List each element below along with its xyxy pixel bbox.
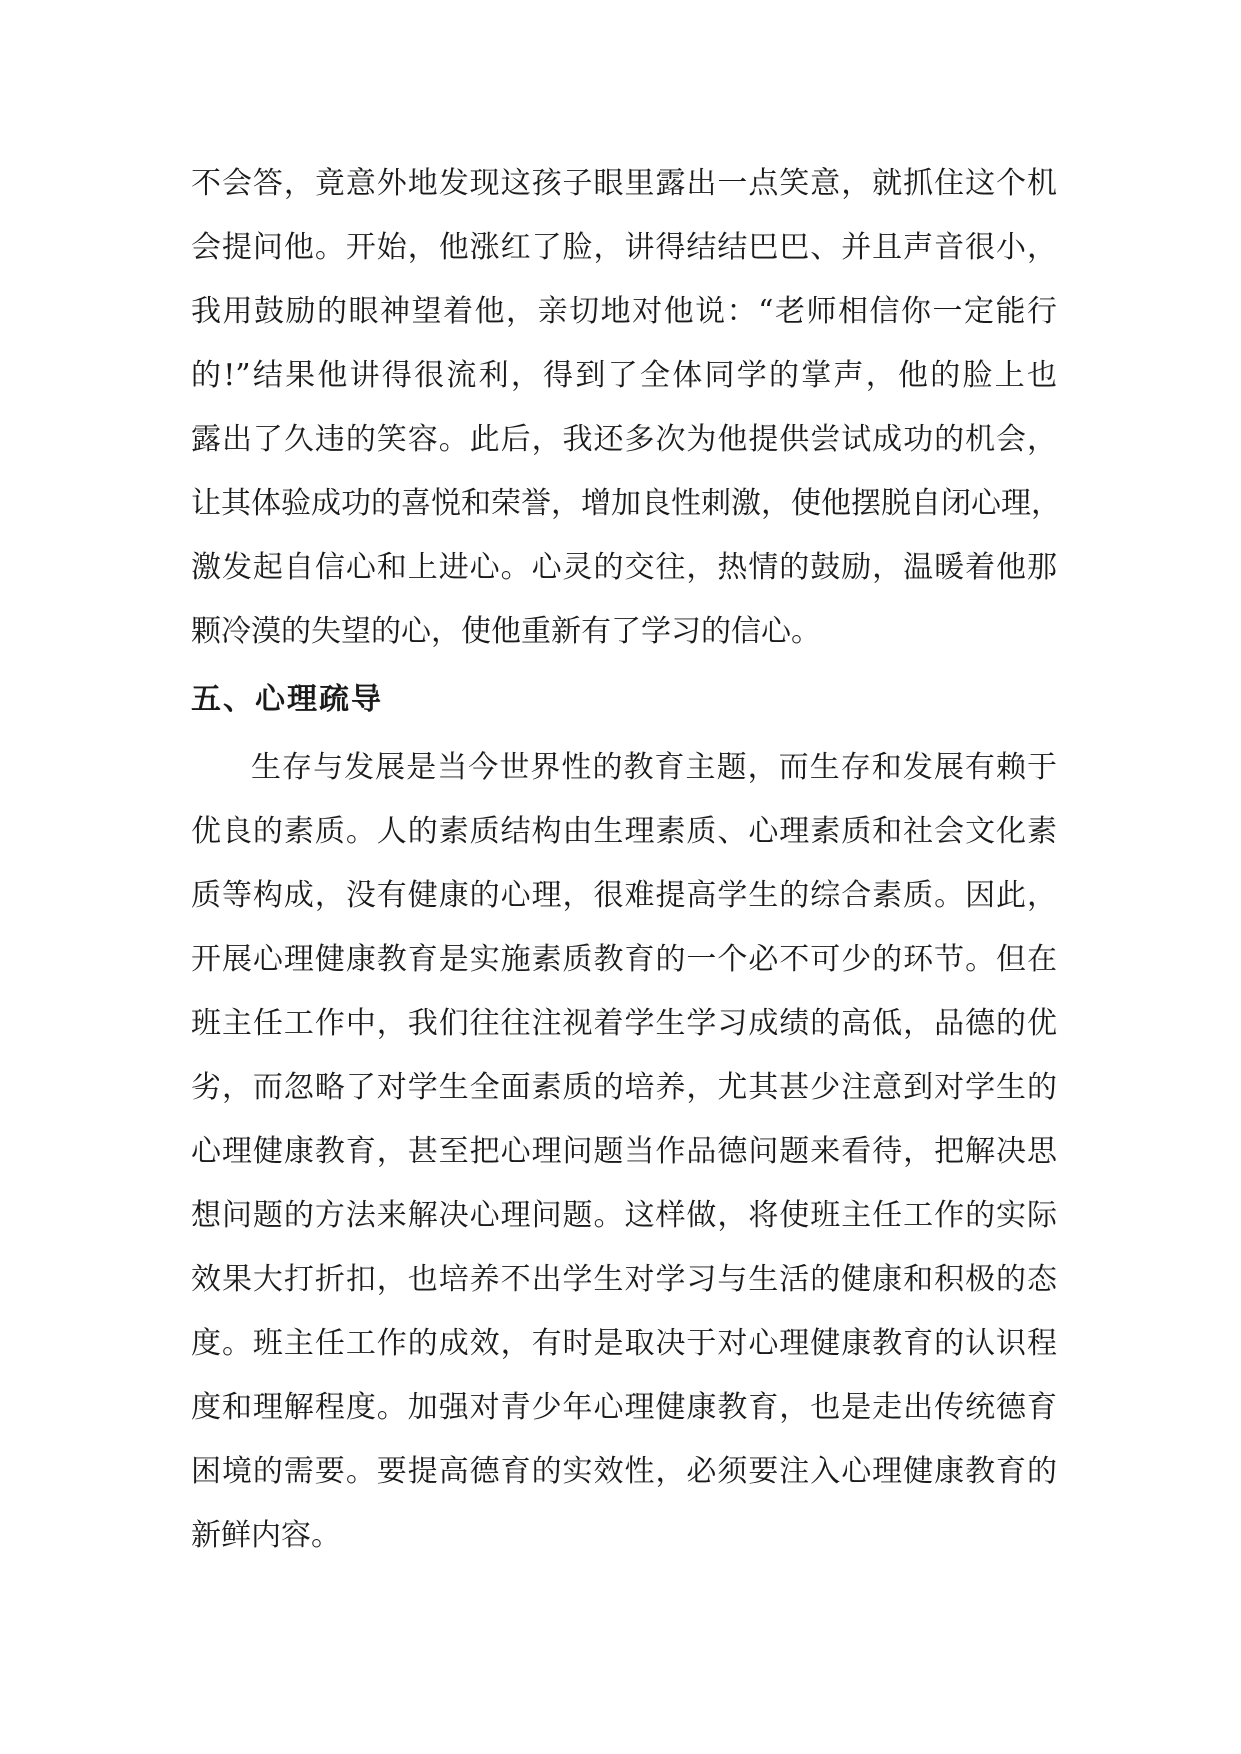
paragraph-line: 让其体验成功的喜悦和荣誉，增加良性刺激，使他摆脱自闭心理， [191, 486, 1061, 521]
paragraph-line: 效果大打折扣，也培养不出学生对学习与生活的健康和积极的态 [191, 1262, 1057, 1297]
section-heading: 五、心理疏导 [191, 682, 383, 717]
paragraph-line: 新鲜内容。 [191, 1518, 341, 1553]
paragraph-line: 度。班主任工作的成效，有时是取决于对心理健康教育的认识程 [191, 1326, 1057, 1361]
paragraph-line: 开展心理健康教育是实施素质教育的一个必不可少的环节。但在 [191, 942, 1057, 977]
paragraph-line: 颗冷漠的失望的心，使他重新有了学习的信心。 [191, 614, 821, 649]
paragraph-line: 劣，而忽略了对学生全面素质的培养，尤其甚少注意到对学生的 [191, 1070, 1057, 1105]
paragraph-line: 优良的素质。人的素质结构由生理素质、心理素质和社会文化素 [191, 814, 1057, 849]
paragraph-line: 生存与发展是当今世界性的教育主题，而生存和发展有赖于 [251, 750, 1057, 785]
paragraph-line: 露出了久违的笑容。此后，我还多次为他提供尝试成功的机会， [191, 422, 1057, 457]
paragraph-line: 我用鼓励的眼神望着他，亲切地对他说：“老师相信你一定能行 [191, 294, 1057, 329]
paragraph-line: 不会答，竟意外地发现这孩子眼里露出一点笑意，就抓住这个机 [191, 166, 1057, 201]
paragraph-line: 激发起自信心和上进心。心灵的交往，热情的鼓励，温暖着他那 [191, 550, 1057, 585]
paragraph-line: 心理健康教育，甚至把心理问题当作品德问题来看待，把解决思 [191, 1134, 1057, 1169]
paragraph-line: 度和理解程度。加强对青少年心理健康教育，也是走出传统德育 [191, 1390, 1057, 1425]
paragraph-line: 会提问他。开始，他涨红了脸，讲得结结巴巴、并且声音很小， [191, 230, 1057, 265]
paragraph-line: 班主任工作中，我们往往注视着学生学习成绩的高低，品德的优 [191, 1006, 1057, 1041]
paragraph-line: 困境的需要。要提高德育的实效性，必须要注入心理健康教育的 [191, 1454, 1057, 1489]
paragraph-line: 质等构成，没有健康的心理，很难提高学生的综合素质。因此， [191, 878, 1057, 913]
paragraph-line: 的!”结果他讲得很流利，得到了全体同学的掌声，他的脸上也 [191, 358, 1057, 393]
paragraph-line: 想问题的方法来解决心理问题。这样做，将使班主任工作的实际 [191, 1198, 1057, 1233]
